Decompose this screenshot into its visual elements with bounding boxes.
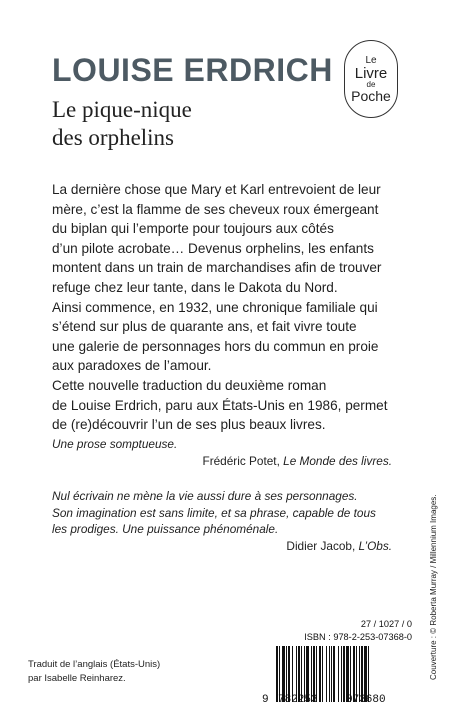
barcode-digit-first: 9 bbox=[262, 694, 269, 706]
blurb-line: mère, c’est la flamme de ses cheveux roux émergeant bbox=[52, 201, 379, 217]
blurb-line: de (re)découvrir l’un de ses plus beaux livres. bbox=[52, 417, 326, 433]
blurb-line: Cette nouvelle traduction du deuxième roman bbox=[52, 377, 327, 393]
blurb-line: une galerie de personnages hors du commun en proie bbox=[52, 338, 379, 354]
catalog-number: 27 / 1027 / 0 bbox=[360, 619, 412, 629]
author-name: LOUISE ERDRICH bbox=[52, 52, 333, 88]
blurb-line: de Louise Erdrich, paru aux États-Unis en 1986, permet bbox=[52, 397, 388, 413]
press-quote-2-line: les prodiges. Une puissance phénoménale. bbox=[52, 522, 279, 536]
barcode-digits-right: 073680 bbox=[346, 694, 386, 706]
book-title-line-1: Le pique-nique bbox=[52, 97, 192, 122]
blurb-line: Ainsi commence, en 1932, une chronique familiale qui bbox=[52, 299, 378, 315]
blurb-line: La dernière chose que Mary et Karl entrevoient de leur bbox=[52, 182, 381, 197]
translation-credit: Traduit de l’anglais (États-Unis) par Isabelle Reinharez. bbox=[28, 659, 161, 684]
book-title bbox=[52, 96, 192, 152]
press-quote-1-attribution: Frédéric Potet, Le Monde des livres. bbox=[202, 454, 392, 468]
barcode-block bbox=[272, 618, 412, 702]
book-title-line-2: des orphelins bbox=[52, 125, 175, 150]
barcode-digits-left: 782253 bbox=[278, 694, 318, 706]
press-quote-2-line: Son imagination est sans limite, et sa phrase, capable de tous bbox=[52, 506, 376, 520]
blurb-line: du biplan qui l’emporte pour toujours aux côtés bbox=[52, 221, 334, 237]
blurb-line: refuge chez leur tante, dans le Dakota du Nord. bbox=[52, 279, 338, 295]
blurb-line: d’un pilote acrobate… Devenus orphelins, les enfants bbox=[52, 240, 374, 256]
press-quote-2-attribution: Didier Jacob, L’Obs. bbox=[286, 539, 392, 553]
isbn: ISBN : 978-2-253-07368-0 bbox=[304, 632, 412, 642]
livre-de-poche-logo: Le Livre de Poche bbox=[344, 40, 398, 118]
cover-credit: Couverture : © Roberta Murray / Millennium Images. bbox=[429, 494, 438, 680]
press-quote-2-line: Nul écrivain ne mène la vie aussi dure à ses personnages. bbox=[52, 489, 358, 503]
press-quote-1: Une prose somptueuse. bbox=[52, 437, 178, 451]
blurb-line: s’étend sur plus de quarante ans, et fait vivre toute bbox=[52, 319, 357, 335]
book-blurb bbox=[52, 180, 402, 435]
blurb-line: aux paradoxes de l’amour. bbox=[52, 358, 212, 374]
blurb-line: montent dans un train de marchandises afin de trouver bbox=[52, 260, 382, 276]
